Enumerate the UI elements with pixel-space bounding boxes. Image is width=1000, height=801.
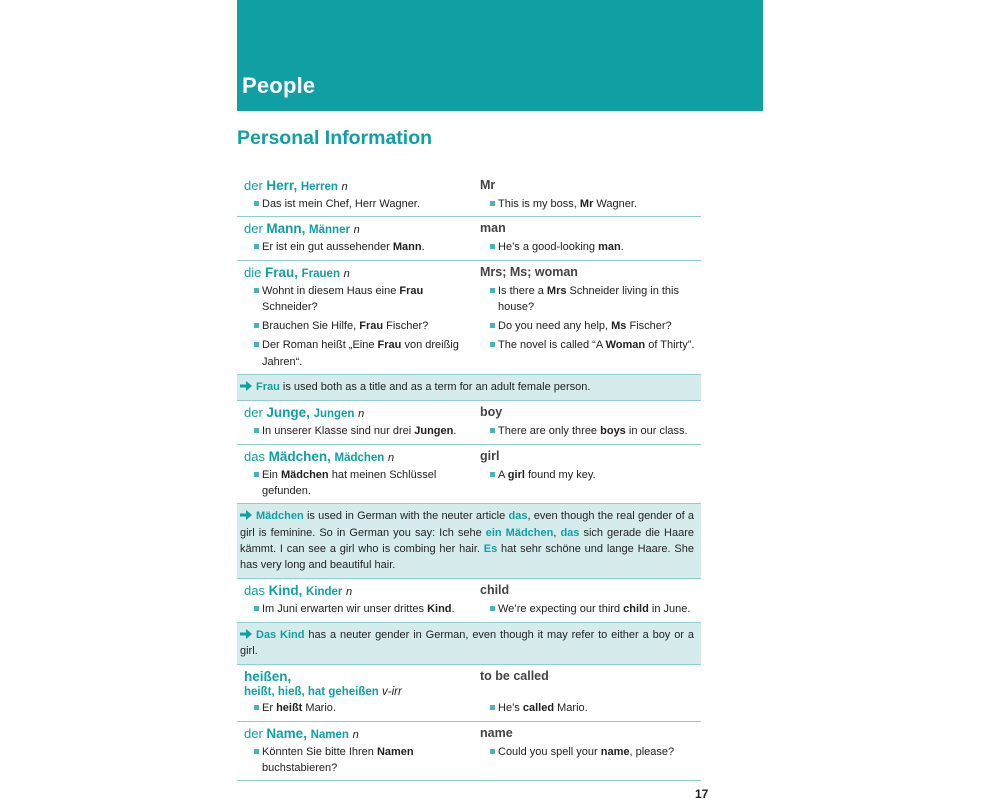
word: Mädchen,	[268, 448, 331, 464]
translation: girl	[480, 448, 500, 463]
article: das	[244, 448, 265, 464]
example-german: Er heißt Mario.	[237, 700, 480, 716]
bullet-icon	[254, 705, 259, 710]
example-german: Er ist ein gut aussehender Mann.	[237, 239, 480, 255]
section-title: Personal Information	[237, 127, 433, 149]
translation: Mrs; Ms; woman	[480, 264, 578, 279]
plural: Männer	[309, 224, 350, 237]
headword	[237, 220, 480, 239]
example-english: The novel is called “A Woman of Thirty”.	[480, 337, 701, 370]
bullet-icon	[490, 288, 495, 293]
usage-note-frau: Frau is used both as a title and as a term for an adult female person.	[237, 375, 701, 401]
bullet-icon	[490, 244, 495, 249]
article: der	[244, 221, 263, 237]
word: Frau,	[264, 264, 298, 280]
bullet-icon	[254, 428, 259, 433]
usage-note-maedchen: Mädchen is used in German with the neuter article das, even though the real gender of a girl is feminine. So in German you say: Ich sehe ein Mädchen, das sich gerade die Haare kämmt. I can see a girl who is combing her hair. Es hat sehr schöne und lange Haare. She has very long and beautiful hair.	[237, 504, 701, 579]
word: heißen,	[244, 669, 292, 685]
headword	[237, 725, 480, 744]
bullet-icon	[490, 749, 495, 754]
plural: Frauen	[301, 267, 340, 280]
chapter-title: People	[242, 73, 316, 98]
entry-maedchen	[237, 445, 701, 505]
word: Mann,	[266, 221, 306, 237]
bullet-icon	[490, 342, 495, 347]
article: das	[244, 583, 265, 599]
translation: child	[480, 583, 510, 598]
example-english: He’s a good-looking man.	[480, 239, 701, 255]
example-english: A girl found my key.	[480, 467, 701, 500]
word: Name,	[266, 725, 307, 741]
word: Junge,	[266, 405, 310, 421]
example-german: Im Juni erwarten wir unser drittes Kind.	[237, 601, 480, 617]
part-of-speech: n	[346, 586, 353, 599]
example-english: He’s called Mario.	[480, 700, 701, 716]
translation: boy	[480, 405, 503, 420]
example-german: Könnten Sie bitte Ihren Namen buchstabieren?	[237, 744, 480, 777]
example-german: Wohnt in diesem Haus eine Frau Schneider?	[237, 283, 480, 316]
plural: Namen	[310, 728, 349, 741]
bullet-icon	[490, 472, 495, 477]
example-row	[237, 601, 701, 617]
bullet-icon	[254, 606, 259, 611]
article: die	[244, 264, 262, 280]
example-row	[237, 423, 701, 439]
bullet-icon	[490, 201, 495, 206]
translation: name	[480, 725, 513, 740]
entry-name	[237, 722, 701, 782]
example-english: This is my boss, Mr Wagner.	[480, 196, 701, 212]
example-german: In unserer Klasse sind nur drei Jungen.	[237, 423, 480, 439]
headword	[237, 264, 480, 283]
example-row	[237, 467, 701, 500]
entry-junge	[237, 401, 701, 444]
example-row	[237, 283, 701, 316]
bullet-icon	[254, 472, 259, 477]
translation: man	[480, 221, 506, 236]
example-german: Ein Mädchen hat meinen Schlüssel gefunden.	[237, 467, 480, 500]
arrow-right-icon	[240, 510, 252, 520]
word: Herr,	[266, 178, 298, 193]
entry-frau	[237, 261, 701, 375]
bullet-icon	[490, 428, 495, 433]
arrow-right-icon	[240, 629, 252, 639]
bullet-icon	[490, 705, 495, 710]
bullet-icon	[254, 201, 259, 206]
headword	[237, 177, 480, 196]
entry-kind	[237, 579, 701, 622]
bullet-icon	[254, 323, 259, 328]
bullet-icon	[254, 288, 259, 293]
example-row	[237, 700, 701, 716]
example-german: Das ist mein Chef, Herr Wagner.	[237, 196, 480, 212]
part-of-speech: n	[341, 181, 348, 193]
article: der	[244, 725, 263, 741]
headword	[237, 448, 480, 467]
part-of-speech: n	[358, 408, 365, 421]
bullet-icon	[254, 244, 259, 249]
example-english: Is there a Mrs Schneider living in this house?	[480, 283, 701, 316]
word: Kind,	[268, 583, 303, 599]
example-english: We’re expecting our third child in June.	[480, 601, 701, 617]
example-english: Could you spell your name, please?	[480, 744, 701, 777]
bullet-icon	[254, 749, 259, 754]
headword	[237, 404, 480, 423]
translation: Mr	[480, 178, 496, 192]
bullet-icon	[490, 606, 495, 611]
part-of-speech: n	[352, 728, 359, 741]
bullet-icon	[254, 342, 259, 347]
translation: to be called	[480, 669, 549, 684]
plural: Jungen	[313, 408, 355, 421]
part-of-speech: n	[343, 267, 350, 280]
usage-note-kind: Das Kind has a neuter gender in German, even though it may refer to either a boy or a girl.	[237, 623, 701, 666]
example-english: There are only three boys in our class.	[480, 423, 701, 439]
chapter-banner	[237, 0, 763, 111]
article: der	[244, 178, 263, 193]
plural: Mädchen	[334, 451, 385, 464]
example-english: Do you need any help, Ms Fischer?	[480, 318, 701, 334]
page-number: 17	[695, 787, 709, 801]
example-row	[237, 239, 701, 255]
vocabulary-list	[237, 174, 701, 781]
arrow-right-icon	[240, 381, 252, 391]
plural: Herren	[300, 181, 338, 193]
entry-herr	[237, 174, 701, 217]
plural: Kinder	[305, 586, 343, 599]
entry-mann	[237, 217, 701, 260]
verb-forms: heißt, hieß, hat geheißen v-irr	[244, 686, 402, 699]
example-german: Der Roman heißt „Eine Frau von dreißig Jahren“.	[237, 337, 480, 370]
article: der	[244, 405, 263, 421]
example-row	[237, 744, 701, 777]
bullet-icon	[490, 323, 495, 328]
entry-heissen	[237, 665, 701, 721]
part-of-speech: n	[387, 451, 395, 464]
headword	[237, 582, 480, 601]
example-row	[237, 196, 701, 212]
headword	[237, 668, 480, 685]
example-row	[237, 318, 701, 334]
example-row	[237, 337, 701, 370]
example-german: Brauchen Sie Hilfe, Frau Fischer?	[237, 318, 480, 334]
part-of-speech: n	[353, 224, 360, 237]
